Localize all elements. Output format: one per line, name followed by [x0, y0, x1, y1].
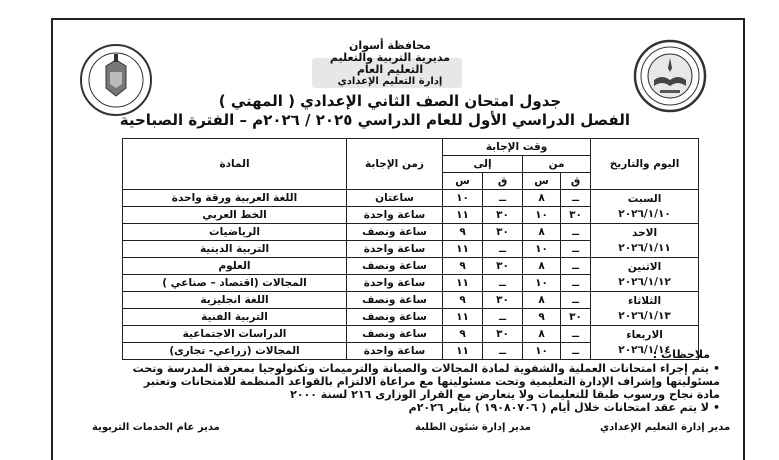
from-s-cell: ٨	[523, 258, 561, 275]
to-q-cell: ــ	[483, 275, 523, 292]
duration-cell: ساعة ونصف	[347, 326, 443, 343]
note-item: مسئوليتها وإشراف الإدارة التعليمية وتحت مسئوليتها مع مراعاة الالتزام بالقواعد المنظمة للامتحانات وتعتبر	[143, 375, 720, 388]
subject-cell: المجالات (اقتصاد – صناعي )	[123, 275, 347, 292]
duration-cell: ساعتان	[347, 190, 443, 207]
to-q-cell: ٣٠	[483, 326, 523, 343]
duration-cell: ساعة ونصف	[347, 292, 443, 309]
header-duration: زمن الإجابة	[347, 139, 443, 190]
subject-cell: اللغة انجليزية	[123, 292, 347, 309]
from-s-cell: ٨	[523, 190, 561, 207]
prep-admin-label: إدارة التعليم الإعدادي	[337, 76, 443, 87]
from-q-cell: ــ	[561, 292, 591, 309]
to-s-cell: ٩	[443, 326, 483, 343]
header-answer-time: وقت الإجابة	[443, 139, 591, 156]
from-s-cell: ٨	[523, 292, 561, 309]
duration-cell: ساعة واحدة	[347, 241, 443, 258]
from-s-cell: ١٠	[523, 343, 561, 360]
to-q-cell: ٣٠	[483, 207, 523, 224]
from-q-cell: ــ	[561, 258, 591, 275]
header-subject: المادة	[123, 139, 347, 190]
from-s-cell: ٨	[523, 326, 561, 343]
from-q-cell: ــ	[561, 241, 591, 258]
subject-cell: الرياضيات	[123, 224, 347, 241]
subject-cell: اللغة العربية ورقة واحدة	[123, 190, 347, 207]
book-logo-icon	[632, 38, 708, 114]
to-s-cell: ١١	[443, 207, 483, 224]
bullet-icon: •	[712, 362, 720, 375]
to-q-cell: ٣٠	[483, 292, 523, 309]
duration-cell: ساعة ونصف	[347, 258, 443, 275]
table-row	[123, 190, 699, 207]
from-q-cell: ــ	[561, 326, 591, 343]
general-education-label: التعليم العام	[356, 63, 424, 76]
day-cell: الاثنين ٢٠٢٦/١/١٢	[591, 258, 699, 292]
signature-students-affairs: مدير إدارة شئون الطلبة	[415, 422, 531, 433]
header-to-q: ق	[483, 173, 523, 190]
notes-heading: ملاحظات :	[652, 348, 710, 361]
from-q-cell: ــ	[561, 224, 591, 241]
from-s-cell: ٩	[523, 309, 561, 326]
to-q-cell: ٣٠	[483, 258, 523, 275]
duration-cell: ساعة واحدة	[347, 275, 443, 292]
to-q-cell: ــ	[483, 241, 523, 258]
subject-cell: الدراسات الاجتماعية	[123, 326, 347, 343]
duration-cell: ساعة ونصف	[347, 309, 443, 326]
table-row	[123, 224, 699, 241]
header-day-date: اليوم والتاريخ	[591, 139, 699, 190]
exam-schedule-table	[122, 138, 699, 360]
note-item: •لا يتم عقد امتحانات خلال أيام ( ١٩٠٨٠٧٠٦ ) يناير ٢٠٢٦م	[408, 401, 720, 414]
subject-cell: الخط العربي	[123, 207, 347, 224]
table-row	[123, 326, 699, 343]
to-s-cell: ٩	[443, 292, 483, 309]
document-subtitle: الفصل الدراسي الأول للعام الدراسي ٢٠٢٥ / ٢٠٢٦م – الفترة الصباحية	[119, 111, 630, 129]
subject-cell: التربية الفنية	[123, 309, 347, 326]
subject-cell: العلوم	[123, 258, 347, 275]
from-q-cell: ــ	[561, 190, 591, 207]
header-from-q: ق	[561, 173, 591, 190]
from-q-cell: ــ	[561, 343, 591, 360]
table-row	[123, 258, 699, 275]
to-q-cell: ــ	[483, 309, 523, 326]
note-item: •يتم إجراء امتحانات العملية والشفوية لمادة المجالات والصيانة والترميمات وتكنولوجيا بمعرفة المدرسة وتحت	[132, 362, 720, 375]
day-cell: الاربعاء ٢٠٢٦/١/١٤	[591, 326, 699, 360]
ministry-emblem-icon	[78, 42, 154, 118]
to-q-cell: ٣٠	[483, 224, 523, 241]
subject-cell: التربية الدينية	[123, 241, 347, 258]
from-q-cell: ٣٠	[561, 207, 591, 224]
to-s-cell: ١١	[443, 241, 483, 258]
from-q-cell: ٣٠	[561, 309, 591, 326]
from-q-cell: ــ	[561, 275, 591, 292]
directorate-label: مديرية التربية والتعليم	[329, 51, 451, 64]
duration-cell: ساعة واحدة	[347, 207, 443, 224]
day-cell: الثلاثاء ٢٠٢٦/١/١٣	[591, 292, 699, 326]
note-item: مادة نجاح ورسوب طبقا للتعليمات ولا يتعارض مع القرار الوزارى ٢١٦ لسنة ٢٠٠٠	[290, 388, 720, 401]
to-s-cell: ١١	[443, 343, 483, 360]
to-s-cell: ١١	[443, 309, 483, 326]
day-cell: السبت ٢٠٢٦/١/١٠	[591, 190, 699, 224]
to-s-cell: ١٠	[443, 190, 483, 207]
duration-cell: ساعة ونصف	[347, 224, 443, 241]
signature-general-director: مدير عام الخدمات التربوية	[92, 422, 220, 433]
subject-cell: المجالات (زراعي- تجارى)	[123, 343, 347, 360]
duration-cell: ساعة واحدة	[347, 343, 443, 360]
signature-prep-director: مدير إدارة التعليم الإعدادي	[600, 422, 731, 433]
to-q-cell: ــ	[483, 343, 523, 360]
header-to-s: س	[443, 173, 483, 190]
from-s-cell: ٨	[523, 224, 561, 241]
to-s-cell: ١١	[443, 275, 483, 292]
header-from-s: س	[523, 173, 561, 190]
from-s-cell: ١٠	[523, 241, 561, 258]
header-to: إلى	[443, 156, 523, 173]
table-row	[123, 292, 699, 309]
from-s-cell: ١٠	[523, 275, 561, 292]
to-s-cell: ٩	[443, 258, 483, 275]
bullet-icon: •	[712, 401, 720, 414]
to-s-cell: ٩	[443, 224, 483, 241]
header-from: من	[523, 156, 591, 173]
from-s-cell: ١٠	[523, 207, 561, 224]
day-cell: الاحد ٢٠٢٦/١/١١	[591, 224, 699, 258]
governorate-label: محافظة أسوان	[349, 39, 431, 52]
document-title: جدول امتحان الصف الثاني الإعدادي ( المهني )	[218, 92, 562, 110]
to-q-cell: ــ	[483, 190, 523, 207]
